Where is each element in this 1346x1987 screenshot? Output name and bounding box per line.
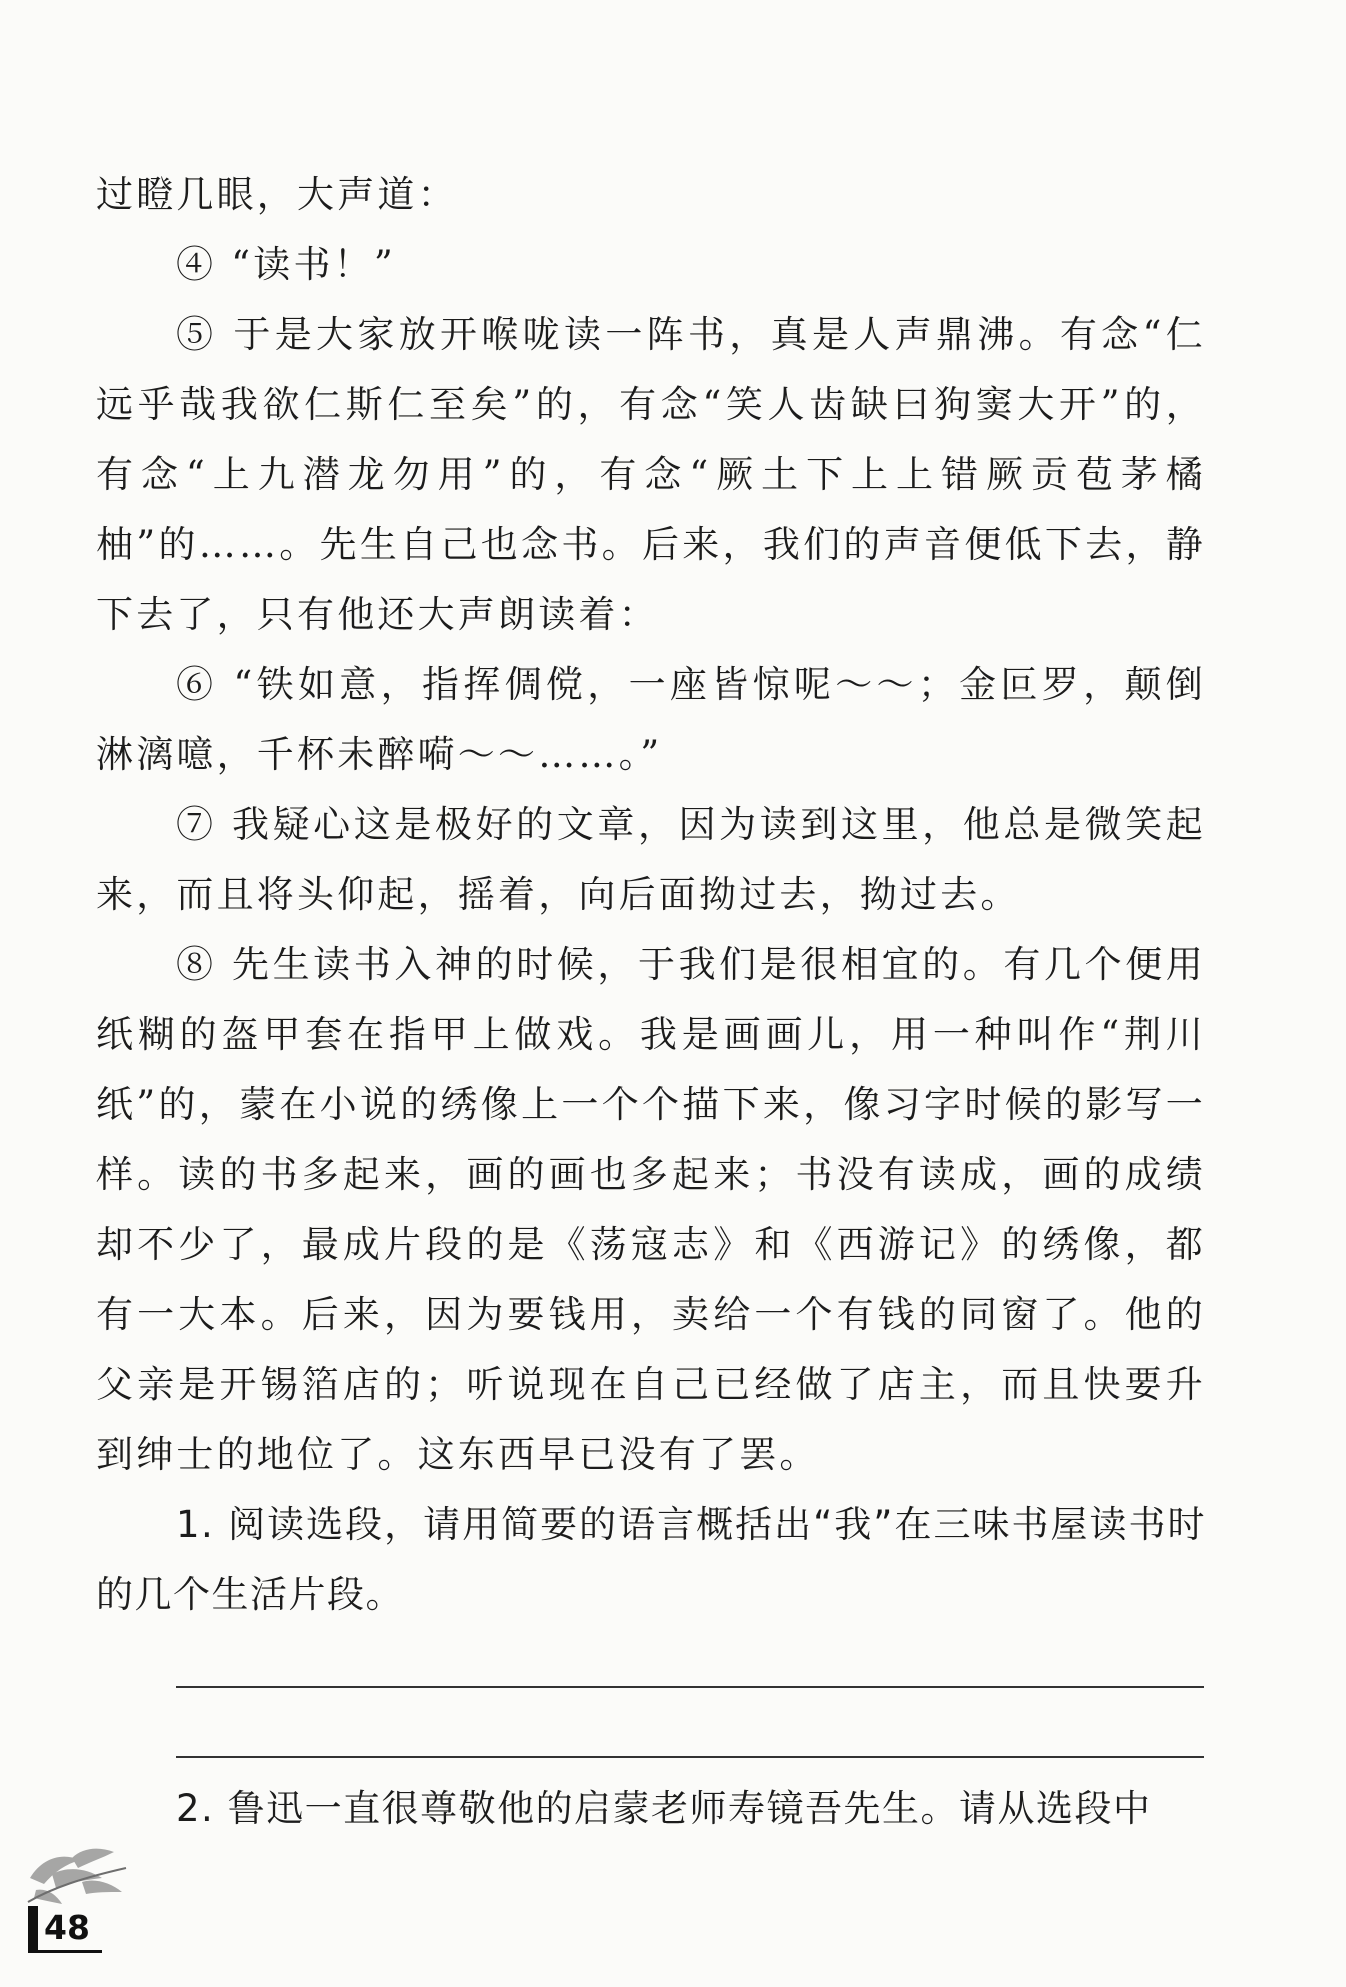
page-number: 48 (44, 1908, 90, 1947)
paragraph-5: ⑤ 于是大家放开喉咙读一阵书，真是人声鼎沸。有念“仁远乎哉我欲仁斯仁至矣”的，有念“笑人齿缺曰狗窦大开”的，有念“上九潜龙勿用”的，有念“厥土下上上错厥贡苞茅橘柚”的……。先生自己也念书。后来，我们的声音便低下去，静下去了，只有他还大声朗读着： (96, 313, 1206, 636)
passage-line-continuation: 过瞪几眼，大声道： (96, 173, 458, 216)
reading-passage (96, 160, 1206, 1630)
page-number-underline (28, 1950, 102, 1953)
answer-line[interactable] (176, 1756, 1204, 1758)
paragraph-8: ⑧ 先生读书入神的时候，于我们是很相宜的。有几个便用纸糊的盔甲套在指甲上做戏。我是画画儿，用一种叫作“荆川纸”的，蒙在小说的绣像上一个个描下来，像习字时候的影写一样。读的书多起来，画的画也多起来；书没有读成，画的成绩却不少了，最成片段的是《荡寇志》和《西游记》的绣像，都有一大本。后来，因为要钱用，卖给一个有钱的同窗了。他的父亲是开锡箔店的；听说现在自己已经做了店主，而且快要升到绅士的地位了。这东西早已没有了罢。 (96, 943, 1206, 1476)
question-1: 1. 阅读选段，请用简要的语言概括出“我”在三味书屋读书时的几个生活片段。 (96, 1503, 1206, 1616)
paragraph-4: ④ “读书！” (176, 243, 396, 286)
paragraph-7: ⑦ 我疑心这是极好的文章，因为读到这里，他总是微笑起来，而且将头仰起，摇着，向后面拗过去，拗过去。 (96, 803, 1206, 916)
question-2-block (96, 1774, 1206, 1844)
page-number-mark (28, 1906, 38, 1952)
leaf-decoration-icon (22, 1838, 132, 1918)
question-2: 2. 鲁迅一直很尊敬他的启蒙老师寿镜吾先生。请从选段中 (176, 1787, 1152, 1830)
paragraph-6: ⑥ “铁如意，指挥倜傥，一座皆惊呢～～；金叵罗，颠倒淋漓噫，千杯未醉嗬～～……。” (96, 663, 1206, 776)
answer-line[interactable] (176, 1686, 1204, 1688)
